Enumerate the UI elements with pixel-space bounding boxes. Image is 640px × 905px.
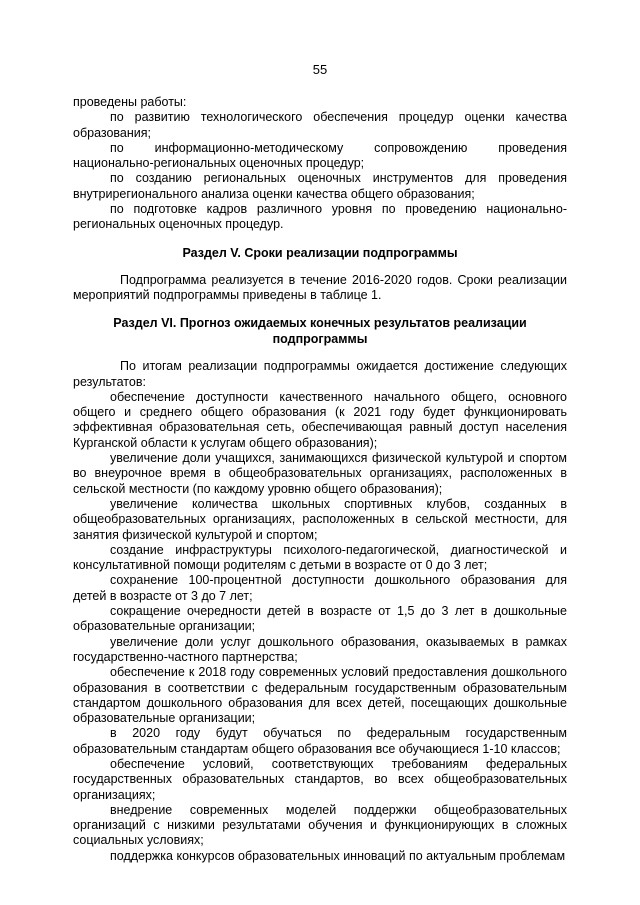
- result-item: сокращение очередности детей в возрасте от 1,5 до 3 лет в дошкольные образовательные организации;: [73, 604, 567, 634]
- result-item: поддержка конкурсов образовательных инноваций по актуальным проблемам: [110, 848, 566, 863]
- page-number: 55: [312, 62, 328, 77]
- section6-intro: По итогам реализации подпрограммы ожидается достижение следующих результатов:: [73, 359, 567, 389]
- work-item: по информационно-методическому сопровождению проведения национально-региональных оценочных процедур;: [73, 140, 567, 171]
- result-item: увеличение доли услуг дошкольного образования, оказываемых в рамках государственно-частного партнерства;: [73, 634, 567, 664]
- works-intro: проведены работы:: [73, 95, 187, 109]
- result-item: сохранение 100-процентной доступности дошкольного образования для детей в возрасте от 3 до 7 лет;: [73, 573, 567, 603]
- work-item: по созданию региональных оценочных инструментов для проведения внутрирегионального анализа оценки качества общего образования;: [73, 171, 567, 201]
- result-item: увеличение доли учащихся, занимающихся физической культурой и спортом во внеурочное время в общеобразовательных организациях, расположенных в сельской местности (по каждому уровню общего образования);: [73, 451, 567, 496]
- result-item: увеличение количества школьных спортивных клубов, созданных в общеобразовательных организациях, расположенных в сельской местности, для занятия физической культурой и спортом;: [73, 496, 567, 542]
- work-item: по развитию технологического обеспечения процедур оценки качества образования;: [73, 110, 567, 140]
- result-item: обеспечение доступности качественного начального общего, основного общего и среднего общего образования (к 2021 году будет функционировать эффективная образовательная сеть, обеспечивающая равный доступ населения Курганской области к услугам общего образования);: [73, 389, 567, 450]
- section5-title: Раздел V. Сроки реализации подпрограммы: [182, 245, 458, 260]
- result-item: обеспечение условий, соответствующих требованиям федеральных государственных образовательных стандартов, во всех общеобразовательных организациях;: [73, 756, 567, 802]
- work-item: по подготовке кадров различного уровня по проведению национально-региональных оценочных процедур.: [73, 202, 567, 232]
- document-body: [73, 95, 567, 864]
- result-item: создание инфраструктуры психолого-педагогической, диагностической и консультативной помощи родителям с детьми в возрасте от 0 до 3 лет;: [73, 542, 567, 573]
- result-item: внедрение современных моделей поддержки общеобразовательных организаций с низкими результатами обучения и функционирующих в сложных социальных условиях;: [73, 802, 567, 848]
- section5-text: Подпрограмма реализуется в течение 2016-2020 годов. Сроки реализации мероприятий подпрограммы приведены в таблице 1.: [73, 272, 567, 302]
- result-item: обеспечение к 2018 году современных условий предоставления дошкольного образования в соответствии с федеральным государственным образовательным стандартом дошкольного образования для всех детей, посещающих дошкольные образовательные организации;: [73, 665, 567, 726]
- section6-title: Раздел VI. Прогноз ожидаемых конечных результатов реализации подпрограммы: [113, 316, 527, 347]
- result-item: в 2020 году будут обучаться по федеральным государственным образовательным стандартам общего образования все обучающиеся 1-10 классов;: [73, 726, 567, 756]
